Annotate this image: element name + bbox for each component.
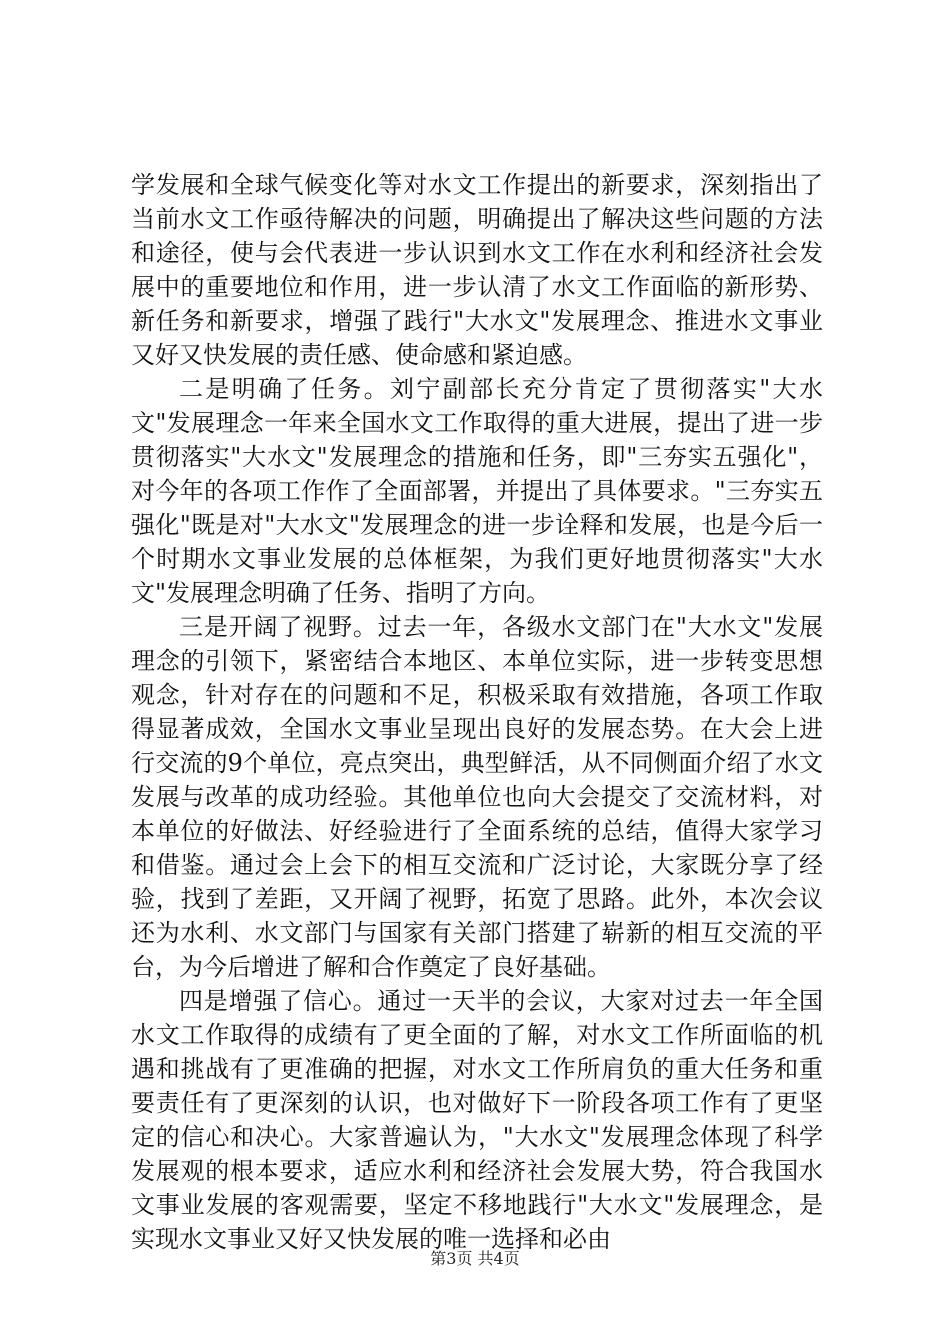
paragraph-2: 二是明确了任务。刘宁副部长充分肯定了贯彻落实"大水文"发展理念一年来全国水文工作取得的重大进展，提出了进一步贯彻落实"大水文"发展理念的措施和任务，即"三夯实五强化"，对今年的各项工作作了全面部署，并提出了具体要求。"三夯实五强化"既是对"大水文"发展理念的进一步诠释和发展，也是今后一个时期水文事业发展的总体框架，为我们更好地贯彻落实"大水文"发展理念明确了任务、指明了方向。 [131,375,823,607]
document-body [131,168,823,1256]
paragraph-1: 学发展和全球气候变化等对水文工作提出的新要求，深刻指出了当前水文工作亟待解决的问题，明确提出了解决这些问题的方法和途径，使与会代表进一步认识到水文工作在水利和经济社会发展中的重要地位和作用，进一步认清了水文工作面临的新形势、新任务和新要求，增强了践行"大水文"发展理念、推进水文事业又好又快发展的责任感、使命感和紧迫感。 [131,171,823,369]
paragraph-3: 三是开阔了视野。过去一年，各级水文部门在"大水文"发展理念的引领下，紧密结合本地区、本单位实际，进一步转变思想观念，针对存在的问题和不足，积极采取有效措施，各项工作取得显著成效，全国水文事业呈现出良好的发展态势。在大会上进行交流的9个单位，亮点突出，典型鲜活，从不同侧面介绍了水文发展与改革的成功经验。其他单位也向大会提交了交流材料，对本单位的好做法、好经验进行了全面系统的总结，值得大家学习和借鉴。通过会上会下的相互交流和广泛讨论，大家既分享了经验，找到了差距，又开阔了视野，拓宽了思路。此外，本次会议还为水利、水文部门与国家有关部门搭建了崭新的相互交流的平台，为今后增进了解和合作奠定了良好基础。 [131,613,823,981]
page-number-footer: 第3页 共4页 [430,1249,520,1268]
paragraph-4: 四是增强了信心。通过一天半的会议，大家对过去一年全国水文工作取得的成绩有了更全面的了解，对水文工作所面临的机遇和挑战有了更准确的把握，对水文工作所肩负的重大任务和重要责任有了更深刻的认识，也对做好下一阶段各项工作有了更坚定的信心和决心。大家普遍认为，"大水文"发展理念体现了科学发展观的根本要求，适应水利和经济社会发展大势，符合我国水文事业发展的客观需要，坚定不移地践行"大水文"发展理念，是实现水文事业又好又快发展的唯一选择和必由 [131,987,823,1253]
